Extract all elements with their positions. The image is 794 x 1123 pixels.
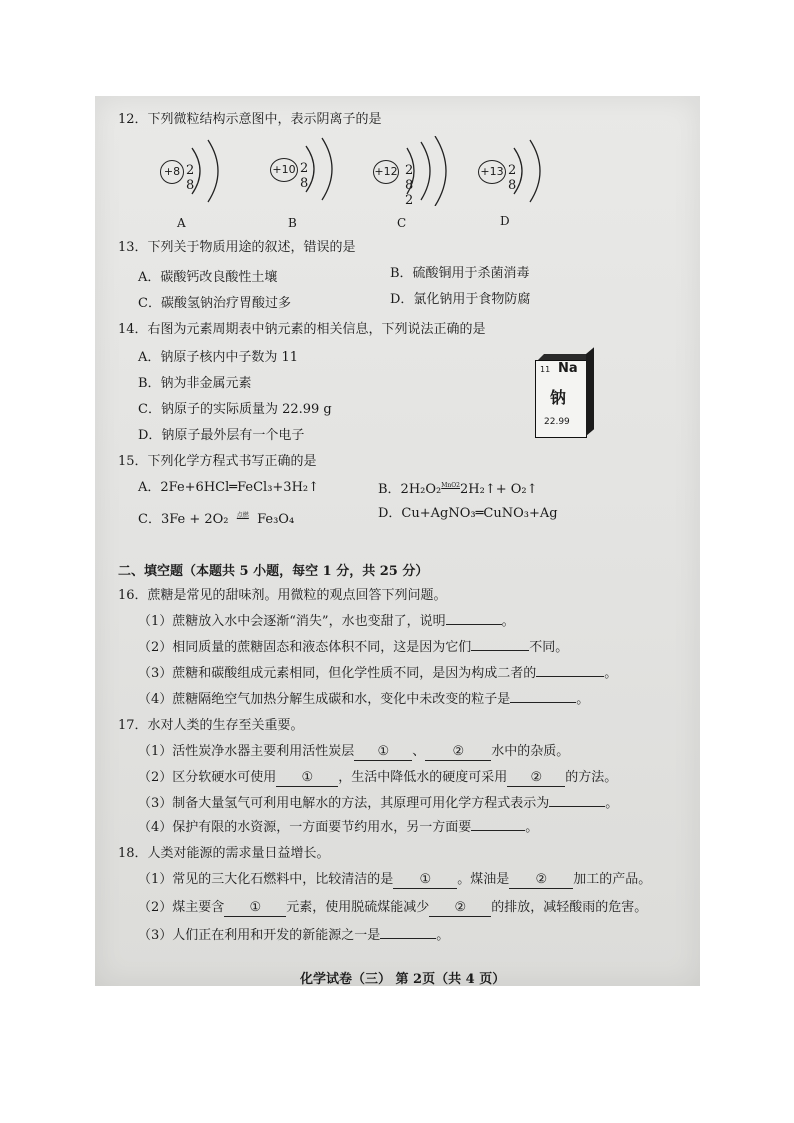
question-text: （1）活性炭净水器主要利用活性炭层: [138, 744, 355, 759]
q16-part3: [138, 666, 617, 682]
answer-blank[interactable]: [510, 702, 576, 703]
question-text: 的方法。: [565, 770, 618, 785]
q18-part1: [138, 872, 651, 889]
question-text: （4）蔗糖隔绝空气加热分解生成碳和水，变化中未改变的粒子是: [138, 692, 511, 707]
shell-electrons: 2 8: [508, 163, 518, 193]
question-text: （2）区分软硬水可使用: [138, 770, 277, 785]
answer-blank[interactable]: ①: [224, 900, 286, 917]
answer-blank[interactable]: ②: [429, 900, 491, 917]
question-text: 水中的杂质。: [491, 744, 570, 759]
q15-option-b: [378, 478, 538, 498]
electron-shells: [383, 136, 463, 206]
answer-blank[interactable]: [471, 650, 529, 651]
question-text: 。煤油是: [457, 872, 510, 887]
question-text: 。: [525, 820, 539, 835]
q17-part2: [138, 770, 617, 787]
sodium-element-card: [535, 352, 593, 438]
question-text: （2）煤主要含: [138, 900, 225, 915]
answer-blank[interactable]: ①: [393, 872, 457, 889]
option-c-label: C: [397, 216, 407, 230]
question-text: （4）保护有限的水资源，一方面要节约用水，另一方面要: [138, 820, 472, 835]
question-text: （3）人们正在利用和开发的新能源之一是: [138, 928, 381, 943]
q14-option-b: B．钠为非金属元素: [138, 376, 252, 391]
q15-option-d: D．Cu+AgNO₃═CuNO₃+Ag: [378, 506, 558, 521]
answer-blank[interactable]: [536, 676, 604, 677]
element-name: 钠: [550, 388, 567, 407]
nucleus: +10: [270, 158, 298, 182]
question-text: ，生活中降低水的硬度可采用: [338, 770, 508, 785]
section-two-heading: 二、填空题（本题共 5 小题，每空 1 分，共 25 分）: [118, 564, 429, 579]
q17-part3: [138, 796, 618, 812]
answer-blank[interactable]: [549, 806, 605, 807]
q15-option-a: A．2Fe+6HCl═FeCl₃+3H₂↑: [138, 480, 320, 495]
nucleus: +13: [478, 160, 506, 184]
q14-option-a: A．钠原子核内中子数为 11: [138, 350, 299, 365]
equation-left: B．2H₂O₂: [378, 482, 442, 497]
atomic-mass: 22.99: [544, 417, 570, 427]
answer-blank[interactable]: [380, 938, 436, 939]
q12-stem: 12．下列微粒结构示意图中，表示阴离子的是: [118, 112, 382, 127]
question-text: （2）相同质量的蔗糖固态和液态体积不同，这是因为它们: [138, 640, 472, 655]
question-text: 加工的产品。: [573, 872, 652, 887]
question-text: 。: [604, 666, 618, 681]
page-footer: 化学试卷（三） 第 2页（共 4 页）: [300, 972, 506, 987]
q13-option-a: A．碳酸钙改良酸性土壤: [138, 270, 278, 285]
answer-blank[interactable]: ②: [425, 744, 491, 761]
q16-part4: [138, 692, 589, 708]
shell-electrons: 2 8: [300, 161, 310, 191]
q13-stem: 13．下列关于物质用途的叙述，错误的是: [118, 240, 356, 255]
question-text: 的排放，减轻酸雨的危害。: [491, 900, 648, 915]
question-text: 。: [605, 796, 619, 811]
card-face: [535, 360, 587, 438]
q18-part2: [138, 900, 647, 917]
q18-stem: 18．人类对能源的需求量日益增长。: [118, 846, 330, 861]
question-text: （1）蔗糖放入水中会逐渐“消失”，水也变甜了，说明: [138, 614, 446, 629]
q18-part3: [138, 928, 449, 944]
q15-stem: 15．下列化学方程式书写正确的是: [118, 454, 317, 469]
shell-electrons: 2 8 2: [405, 163, 416, 208]
q16-part2: [138, 640, 568, 656]
option-d-label: D: [500, 214, 510, 228]
q15-option-c: [138, 508, 294, 528]
element-symbol: Na: [558, 361, 578, 376]
electron-shells: [490, 138, 560, 204]
question-text: （1）常见的三大化石燃料中，比较清洁的是: [138, 872, 394, 887]
nucleus: +8: [160, 160, 184, 184]
reaction-condition: 点燃: [236, 512, 249, 519]
atomic-number: 11: [540, 365, 551, 374]
answer-blank[interactable]: ②: [509, 872, 573, 889]
q14-option-d: D．钠原子最外层有一个电子: [138, 428, 305, 443]
reaction-condition: MnO2: [441, 482, 460, 489]
question-text: （3）制备大量氢气可利用电解水的方法，其原理可用化学方程式表示为: [138, 796, 550, 811]
answer-blank[interactable]: ①: [276, 770, 338, 787]
equation-left: C．3Fe + 2O₂: [138, 512, 229, 527]
shell-electrons: 2 8: [186, 163, 196, 193]
answer-blank[interactable]: ②: [507, 770, 565, 787]
card-side-edge: [586, 347, 594, 436]
option-a-label: A: [177, 216, 186, 230]
q16-stem: 16．蔗糖是常见的甜味剂。用微粒的观点回答下列问题。: [118, 588, 447, 603]
equation-right: 2H₂↑+ O₂↑: [460, 482, 538, 497]
question-text: 不同。: [529, 640, 569, 655]
question-text: 。: [501, 614, 515, 629]
option-b-label: B: [288, 216, 297, 230]
q13-option-d: D．氯化钠用于食物防腐: [390, 292, 531, 307]
question-text: 元素，使用脱硫煤能减少: [286, 900, 430, 915]
question-text: 、: [412, 744, 426, 759]
question-text: 。: [576, 692, 590, 707]
q17-part4: [138, 820, 538, 836]
answer-blank[interactable]: [471, 830, 525, 831]
q17-part1: [138, 744, 569, 761]
answer-blank[interactable]: ①: [354, 744, 412, 761]
q17-stem: 17．水对人类的生存至关重要。: [118, 718, 304, 733]
q14-option-c: C．钠原子的实际质量为 22.99 g: [138, 402, 332, 417]
answer-blank[interactable]: [446, 624, 502, 625]
nucleus: +12: [373, 160, 399, 184]
question-text: 。: [436, 928, 450, 943]
question-text: （3）蔗糖和碳酸组成元素相同，但化学性质不同，是因为构成二者的: [138, 666, 537, 681]
q14-stem: 14．右图为元素周期表中钠元素的相关信息，下列说法正确的是: [118, 322, 486, 337]
electron-shells: [170, 138, 240, 204]
q16-part1: [138, 614, 515, 630]
q13-option-b: B．硫酸铜用于杀菌消毒: [390, 266, 530, 281]
equation-right: Fe₃O₄: [257, 512, 295, 527]
electron-shells: [282, 136, 352, 202]
q13-option-c: C．碳酸氢钠治疗胃酸过多: [138, 296, 291, 311]
